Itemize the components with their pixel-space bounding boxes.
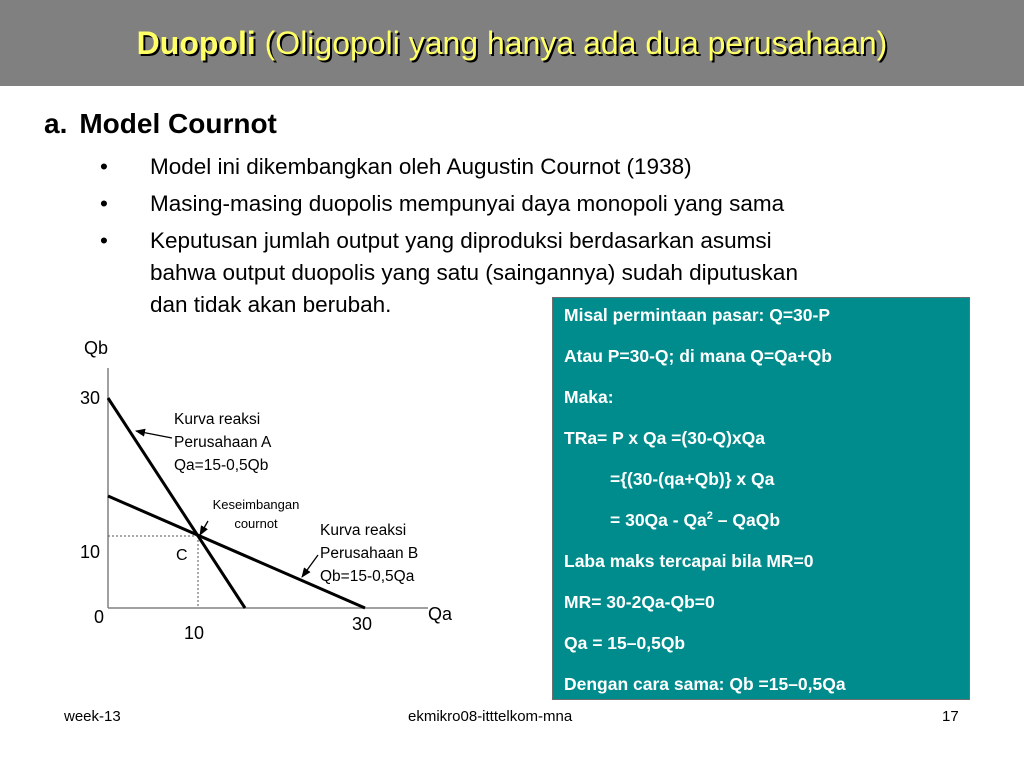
info-line: Misal permintaan pasar: Q=30-P bbox=[564, 305, 831, 325]
footer-week: week-13 bbox=[64, 708, 121, 725]
bullet-text-line-1: Keputusan jumlah output yang diproduksi berdasarkan asumsi bbox=[150, 228, 772, 253]
title-bold: Duopoli bbox=[136, 25, 256, 61]
info-line-superscript bbox=[610, 510, 780, 531]
superscript-2: 2 bbox=[706, 510, 713, 523]
bullet-text: Masing-masing duopolis mempunyai daya monopoli yang sama bbox=[150, 191, 785, 216]
info-line: TRa= P x Qa =(30-Q)xQa bbox=[564, 428, 766, 448]
info-line: ={(30-(qa+Qb)} x Qa bbox=[610, 469, 775, 489]
y-axis-label: Qb bbox=[84, 338, 109, 358]
section-title: Model Cournot bbox=[79, 108, 277, 139]
info-line-part: – QaQb bbox=[712, 510, 781, 530]
bullet-marker: • bbox=[100, 191, 108, 216]
origin-label: 0 bbox=[94, 607, 105, 627]
curve-b-label-line-2: Perusahaan B bbox=[320, 545, 419, 562]
info-line: Atau P=30-Q; di mana Q=Qa+Qb bbox=[564, 346, 832, 366]
slide-title bbox=[137, 27, 888, 59]
equilibrium-label-line-2: cournot bbox=[234, 516, 278, 531]
curve-b-label-line-1: Kurva reaksi bbox=[320, 522, 407, 539]
bullet-marker: • bbox=[100, 228, 108, 253]
curve-a-label-line-1: Kurva reaksi bbox=[174, 411, 261, 428]
section-marker: a. bbox=[44, 108, 68, 139]
footer-course: ekmikro08-itttelkom-mna bbox=[408, 708, 573, 725]
title-rest: (Oligopoli yang hanya ada dua perusahaan) bbox=[255, 25, 888, 61]
y-tick-10: 10 bbox=[80, 542, 101, 562]
equilibrium-arrow bbox=[200, 521, 208, 535]
section-heading bbox=[44, 108, 277, 140]
info-line-part: = 30Qa - Qa bbox=[610, 510, 707, 530]
info-box bbox=[552, 297, 970, 700]
info-line: Maka: bbox=[564, 387, 614, 407]
info-line: Qa = 15–0,5Qb bbox=[564, 633, 686, 653]
info-line: Dengan cara sama: Qb =15–0,5Qa bbox=[564, 674, 846, 694]
curve-a-arrow bbox=[136, 431, 172, 438]
bullet-text: Model ini dikembangkan oleh Augustin Cournot (1938) bbox=[150, 154, 692, 179]
title-bar bbox=[0, 0, 1024, 86]
x-tick-30: 30 bbox=[352, 614, 373, 634]
curve-a-label-line-3: Qa=15-0,5Qb bbox=[174, 457, 269, 474]
bullet-marker: • bbox=[100, 154, 108, 179]
info-line: Laba maks tercapai bila MR=0 bbox=[564, 551, 814, 571]
footer-page-number: 17 bbox=[942, 708, 959, 725]
bullet-text-line-3: dan tidak akan berubah. bbox=[150, 292, 392, 317]
equilibrium-label-line-1: Keseimbangan bbox=[212, 497, 300, 512]
info-line: MR= 30-2Qa-Qb=0 bbox=[564, 592, 715, 612]
equilibrium-point-label: C bbox=[176, 547, 188, 564]
curve-b-arrow bbox=[302, 555, 318, 577]
y-tick-30: 30 bbox=[80, 388, 101, 408]
x-axis-label: Qa bbox=[428, 604, 453, 624]
curve-a-label-line-2: Perusahaan A bbox=[174, 434, 272, 451]
cournot-diagram bbox=[60, 330, 480, 650]
x-tick-10: 10 bbox=[184, 623, 205, 643]
curve-b-label-line-3: Qb=15-0,5Qa bbox=[320, 568, 415, 585]
bullet-text-line-2: bahwa output duopolis yang satu (saingannya) sudah diputuskan bbox=[150, 260, 798, 285]
